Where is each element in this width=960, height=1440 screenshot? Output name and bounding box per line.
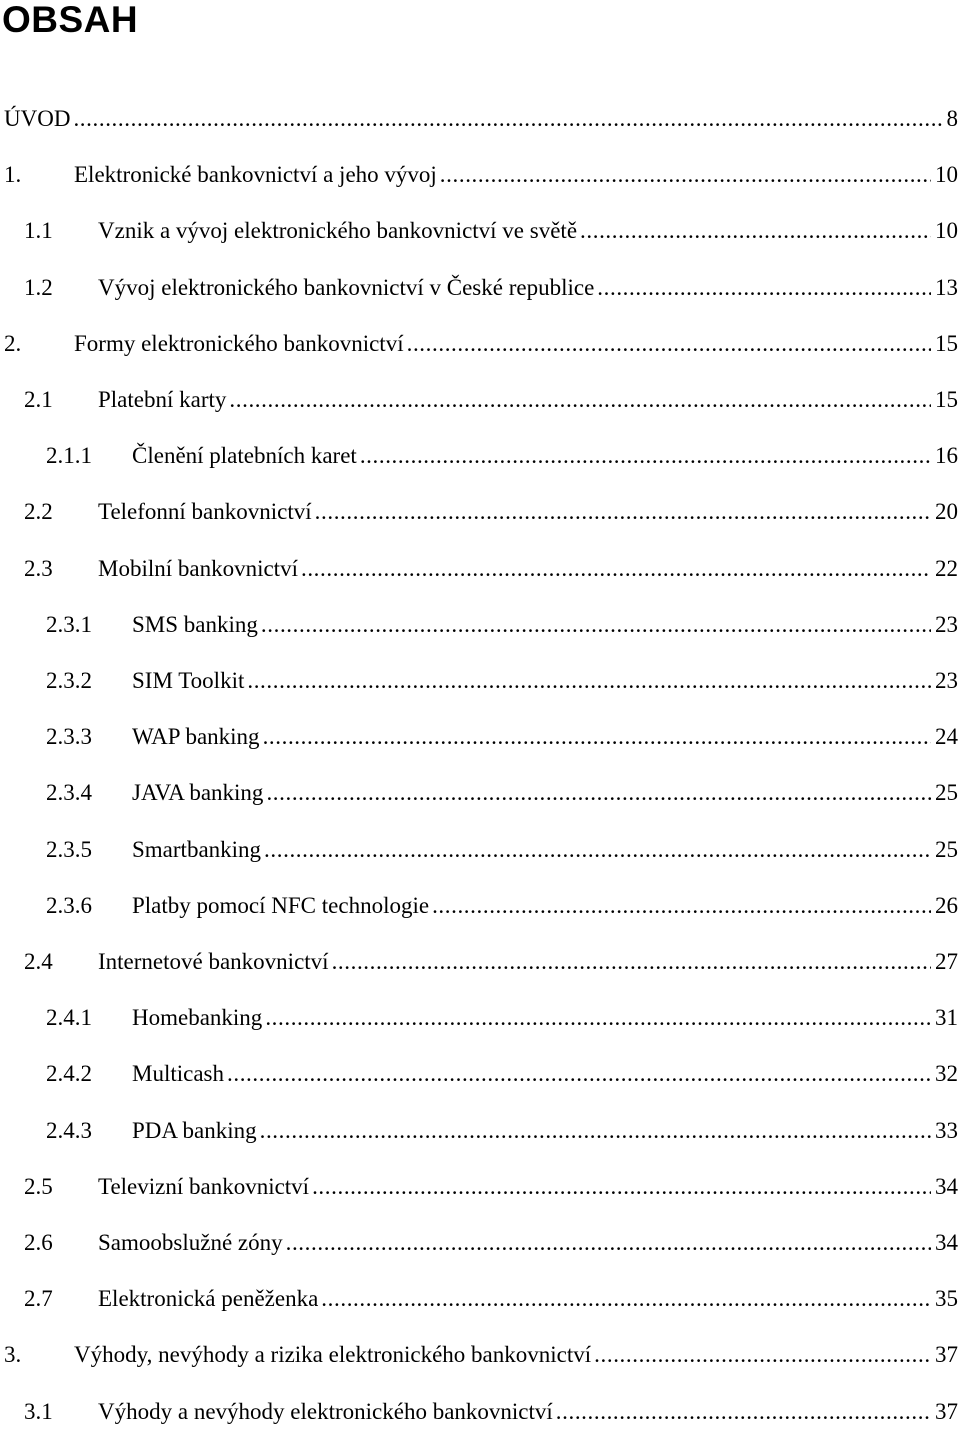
toc-entry-page-number: 10: [935, 162, 960, 188]
toc-entry-title: PDA banking: [132, 1118, 257, 1144]
toc-entry-page-number: 15: [935, 331, 960, 357]
toc-entry-page-number: 22: [935, 556, 960, 582]
toc-entry-number: 2.: [4, 331, 74, 357]
toc-entry-page-number: 26: [935, 893, 960, 919]
toc-entry-number: 2.4.3: [46, 1118, 132, 1144]
toc-entry-title: Členění platebních karet: [132, 443, 357, 469]
toc-entry-title: Platby pomocí NFC technologie: [132, 893, 429, 919]
toc-entry-page-number: 23: [935, 668, 960, 694]
toc-dot-leader: [580, 218, 931, 244]
toc-dot-leader: [266, 780, 931, 806]
toc-entry-title: Mobilní bankovnictví: [98, 556, 298, 582]
toc-dot-leader: [261, 612, 931, 638]
toc-dot-leader: [315, 499, 931, 525]
toc-entry-title: Vznik a vývoj elektronického bankovnictví ve světě: [98, 218, 577, 244]
toc-entry[interactable]: [0, 541, 960, 597]
toc-entry[interactable]: [0, 597, 960, 653]
toc-entry-number: 2.3: [24, 556, 98, 582]
toc-dot-leader: [597, 275, 931, 301]
toc-entry-number: 1.: [4, 162, 74, 188]
toc-entry-page-number: 25: [935, 837, 960, 863]
toc-entry-page-number: 27: [935, 949, 960, 975]
toc-entry-page-number: 34: [935, 1230, 960, 1256]
toc-dot-leader: [265, 1005, 931, 1031]
toc-dot-leader: [360, 443, 931, 469]
toc-entry-number: 2.3.4: [46, 780, 132, 806]
toc-entry[interactable]: [0, 428, 960, 484]
toc-entry-page-number: 25: [935, 780, 960, 806]
toc-entry-title: Telefonní bankovnictví: [98, 499, 312, 525]
toc-entry-page-number: 8: [947, 106, 960, 132]
toc-entry[interactable]: [0, 1159, 960, 1215]
toc-entry-page-number: 31: [935, 1005, 960, 1031]
toc-entry[interactable]: [0, 934, 960, 990]
toc-entry-number: 2.3.5: [46, 837, 132, 863]
toc-entry[interactable]: [0, 1103, 960, 1159]
toc-entry[interactable]: [0, 484, 960, 540]
toc-entry-title: SIM Toolkit: [132, 668, 244, 694]
toc-entry[interactable]: [0, 709, 960, 765]
toc-entry-title: Samoobslužné zóny: [98, 1230, 283, 1256]
page-title: OBSAH: [2, 0, 138, 42]
toc-entry-number: 2.4.2: [46, 1061, 132, 1087]
toc-entry[interactable]: [0, 765, 960, 821]
toc-entry-title: WAP banking: [132, 724, 260, 750]
toc-entry-page-number: 16: [935, 443, 960, 469]
toc-dot-leader: [432, 893, 931, 919]
toc-entry-title: JAVA banking: [132, 780, 263, 806]
toc-entry-number: 2.7: [24, 1286, 98, 1312]
toc-dot-leader: [440, 162, 931, 188]
toc-entry-title: Homebanking: [132, 1005, 262, 1031]
toc-dot-leader: [321, 1286, 931, 1312]
toc-entry-number: 2.2: [24, 499, 98, 525]
toc-entry-page-number: 13: [935, 275, 960, 301]
toc-entry-page-number: 24: [935, 724, 960, 750]
toc-entry-number: 2.3.3: [46, 724, 132, 750]
toc-entry-page-number: 10: [935, 218, 960, 244]
toc-entry-number: 2.3.1: [46, 612, 132, 638]
toc-entry-title: Platební karty: [98, 387, 226, 413]
toc-entry-page-number: 15: [935, 387, 960, 413]
toc-entry-title: Elektronické bankovnictví a jeho vývoj: [74, 162, 437, 188]
toc-entry[interactable]: [0, 1046, 960, 1102]
toc-entry-number: 2.1: [24, 387, 98, 413]
toc-entry-title: ÚVOD: [4, 106, 70, 132]
toc-entry[interactable]: [0, 822, 960, 878]
toc-entry-page-number: 33: [935, 1118, 960, 1144]
toc-entry[interactable]: [0, 316, 960, 372]
toc-dot-leader: [407, 331, 931, 357]
toc-entry[interactable]: [0, 878, 960, 934]
toc-entry[interactable]: [0, 203, 960, 259]
toc-entry-number: 1.1: [24, 218, 98, 244]
toc-dot-leader: [260, 1118, 931, 1144]
toc-entry-number: 2.1.1: [46, 443, 132, 469]
toc-dot-leader: [263, 724, 931, 750]
toc-entry-page-number: 35: [935, 1286, 960, 1312]
toc-entry[interactable]: [0, 260, 960, 316]
toc-entry-title: Internetové bankovnictví: [98, 949, 329, 975]
toc-entry[interactable]: [0, 372, 960, 428]
toc-entry-title: Formy elektronického bankovnictví: [74, 331, 404, 357]
toc-entry-title: Výhody, nevýhody a rizika elektronického bankovnictví: [74, 1342, 591, 1368]
toc-entry[interactable]: [0, 1215, 960, 1271]
toc-entry[interactable]: [0, 653, 960, 709]
toc-entry-page-number: 20: [935, 499, 960, 525]
toc-dot-leader: [73, 106, 942, 132]
toc-entry-number: 3.: [4, 1342, 74, 1368]
toc-entry-page-number: 37: [935, 1399, 960, 1425]
toc-entry[interactable]: [0, 147, 960, 203]
toc-entry[interactable]: [0, 1327, 960, 1383]
toc-entry-page-number: 34: [935, 1174, 960, 1200]
toc-dot-leader: [301, 556, 931, 582]
toc-entry-number: 3.1: [24, 1399, 98, 1425]
toc-entry-number: 2.4: [24, 949, 98, 975]
toc-entry-number: 2.5: [24, 1174, 98, 1200]
toc-entry-title: SMS banking: [132, 612, 258, 638]
toc-dot-leader: [227, 1061, 931, 1087]
toc-entry-page-number: 37: [935, 1342, 960, 1368]
toc-entry-title: Smartbanking: [132, 837, 261, 863]
toc-dot-leader: [556, 1399, 931, 1425]
toc-entry-page-number: 32: [935, 1061, 960, 1087]
toc-entry-title: Televizní bankovnictví: [98, 1174, 309, 1200]
toc-dot-leader: [264, 837, 931, 863]
toc-entry-title: Elektronická peněženka: [98, 1286, 318, 1312]
toc-entry-number: 2.4.1: [46, 1005, 132, 1031]
toc-entry[interactable]: [0, 1384, 960, 1440]
toc-dot-leader: [247, 668, 931, 694]
toc-dot-leader: [594, 1342, 931, 1368]
toc-dot-leader: [229, 387, 931, 413]
toc-entry-title: Vývoj elektronického bankovnictví v České republice: [98, 275, 594, 301]
toc-dot-leader: [312, 1174, 931, 1200]
toc-entry-number: 2.6: [24, 1230, 98, 1256]
toc-entry[interactable]: [0, 91, 960, 147]
toc-entry-page-number: 23: [935, 612, 960, 638]
toc-entry-title: Výhody a nevýhody elektronického bankovnictví: [98, 1399, 553, 1425]
toc-dot-leader: [286, 1230, 931, 1256]
toc-entry-title: Multicash: [132, 1061, 224, 1087]
toc-entry-number: 2.3.2: [46, 668, 132, 694]
toc-entry[interactable]: [0, 1271, 960, 1327]
toc-entry-number: 2.3.6: [46, 893, 132, 919]
toc-dot-leader: [332, 949, 931, 975]
toc-entry-number: 1.2: [24, 275, 98, 301]
toc-entry[interactable]: [0, 990, 960, 1046]
